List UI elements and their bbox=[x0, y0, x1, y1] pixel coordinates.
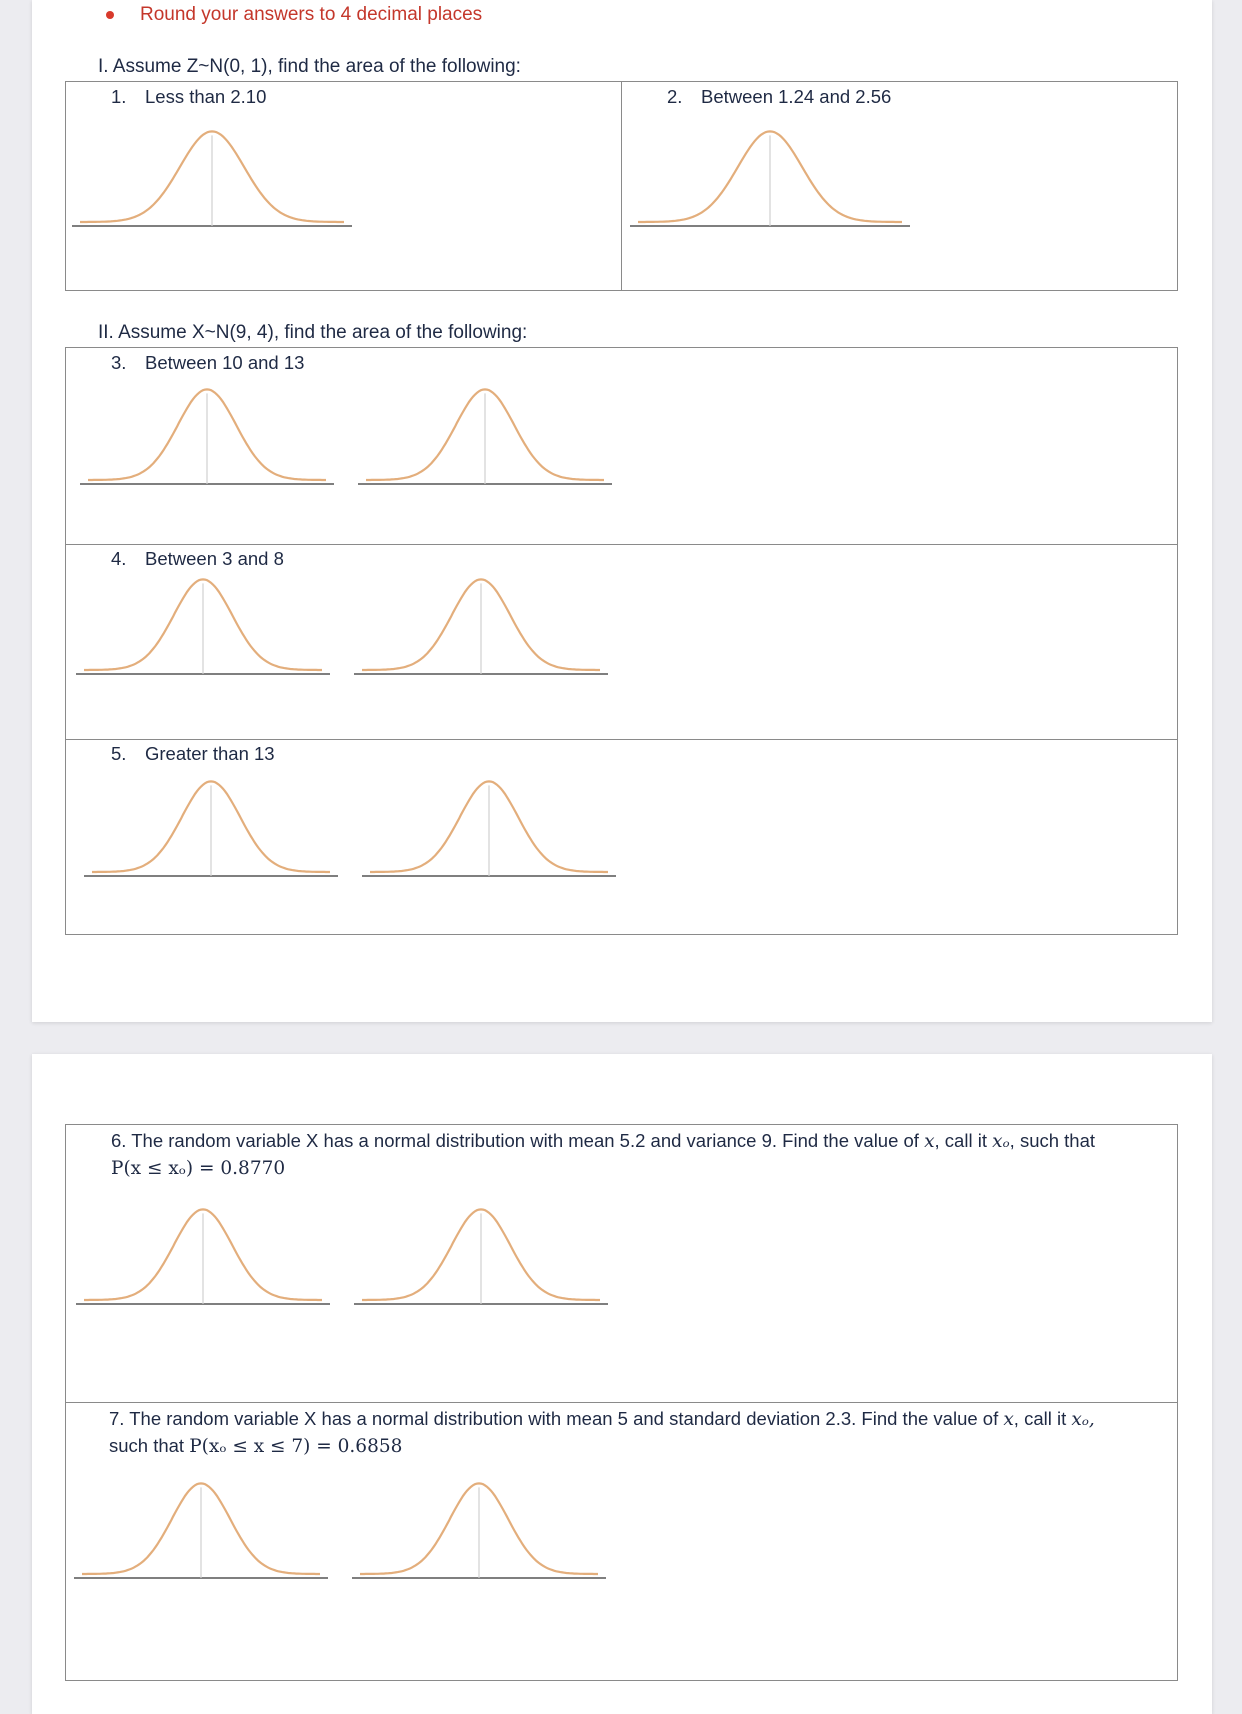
instruction-text: Round your answers to 4 decimal places bbox=[140, 4, 483, 25]
normal-curve-icon bbox=[354, 576, 608, 686]
question-text: Greater than 13 bbox=[145, 743, 275, 764]
question-7-text: 7. The random variable X has a normal distribution with mean 5 and standard deviation 2.3. Find the value of x, call it xₒ, such that P(xₒ ≤ x ≤ 7) = 0.6858 bbox=[109, 1408, 1095, 1457]
question-text: Less than 2.10 bbox=[145, 86, 267, 107]
question-6-probability: P(x ≤ xₒ) = 0.8770 bbox=[111, 1158, 286, 1179]
section-2-title: II. Assume X~N(9, 4), find the area of the following: bbox=[98, 322, 528, 343]
question-3-label bbox=[111, 352, 304, 374]
normal-curve-icon bbox=[76, 576, 330, 686]
section-1-title: I. Assume Z~N(0, 1), find the area of the following: bbox=[98, 56, 521, 77]
question-text: Between 10 and 13 bbox=[145, 352, 305, 373]
normal-curve-icon bbox=[72, 128, 352, 238]
normal-curve-icon bbox=[74, 1480, 328, 1590]
normal-curve-icon bbox=[76, 1206, 330, 1316]
question-number: 2. bbox=[667, 86, 683, 107]
worksheet-page-1 bbox=[32, 0, 1212, 1022]
question-text: Between 1.24 and 2.56 bbox=[701, 86, 892, 107]
normal-curve-icon bbox=[352, 1480, 606, 1590]
normal-curve-icon bbox=[80, 386, 334, 496]
normal-curve-icon bbox=[354, 1206, 608, 1316]
normal-curve-icon bbox=[362, 778, 616, 888]
normal-curve-icon bbox=[630, 128, 910, 238]
question-number: 4. bbox=[111, 548, 127, 569]
normal-curve-icon bbox=[84, 778, 338, 888]
question-5-label bbox=[111, 743, 275, 765]
question-2-label bbox=[667, 86, 891, 108]
question-1-label bbox=[111, 86, 266, 108]
question-number: 1. bbox=[111, 86, 127, 107]
question-4-label bbox=[111, 548, 284, 570]
question-text: Between 3 and 8 bbox=[145, 548, 284, 569]
normal-curve-icon bbox=[358, 386, 612, 496]
question-7-probability: P(xₒ ≤ x ≤ 7) = 0.6858 bbox=[189, 1436, 403, 1457]
question-number: 3. bbox=[111, 352, 127, 373]
instruction-row bbox=[132, 2, 482, 28]
bullet-icon bbox=[106, 11, 114, 19]
question-6-text: 6. The random variable X has a normal distribution with mean 5.2 and variance 9. Find the value of x, call it xₒ, such that P(x ≤ xₒ) = 0.8770 bbox=[111, 1130, 1096, 1179]
worksheet-page-2 bbox=[32, 1054, 1212, 1714]
question-number: 5. bbox=[111, 743, 127, 764]
